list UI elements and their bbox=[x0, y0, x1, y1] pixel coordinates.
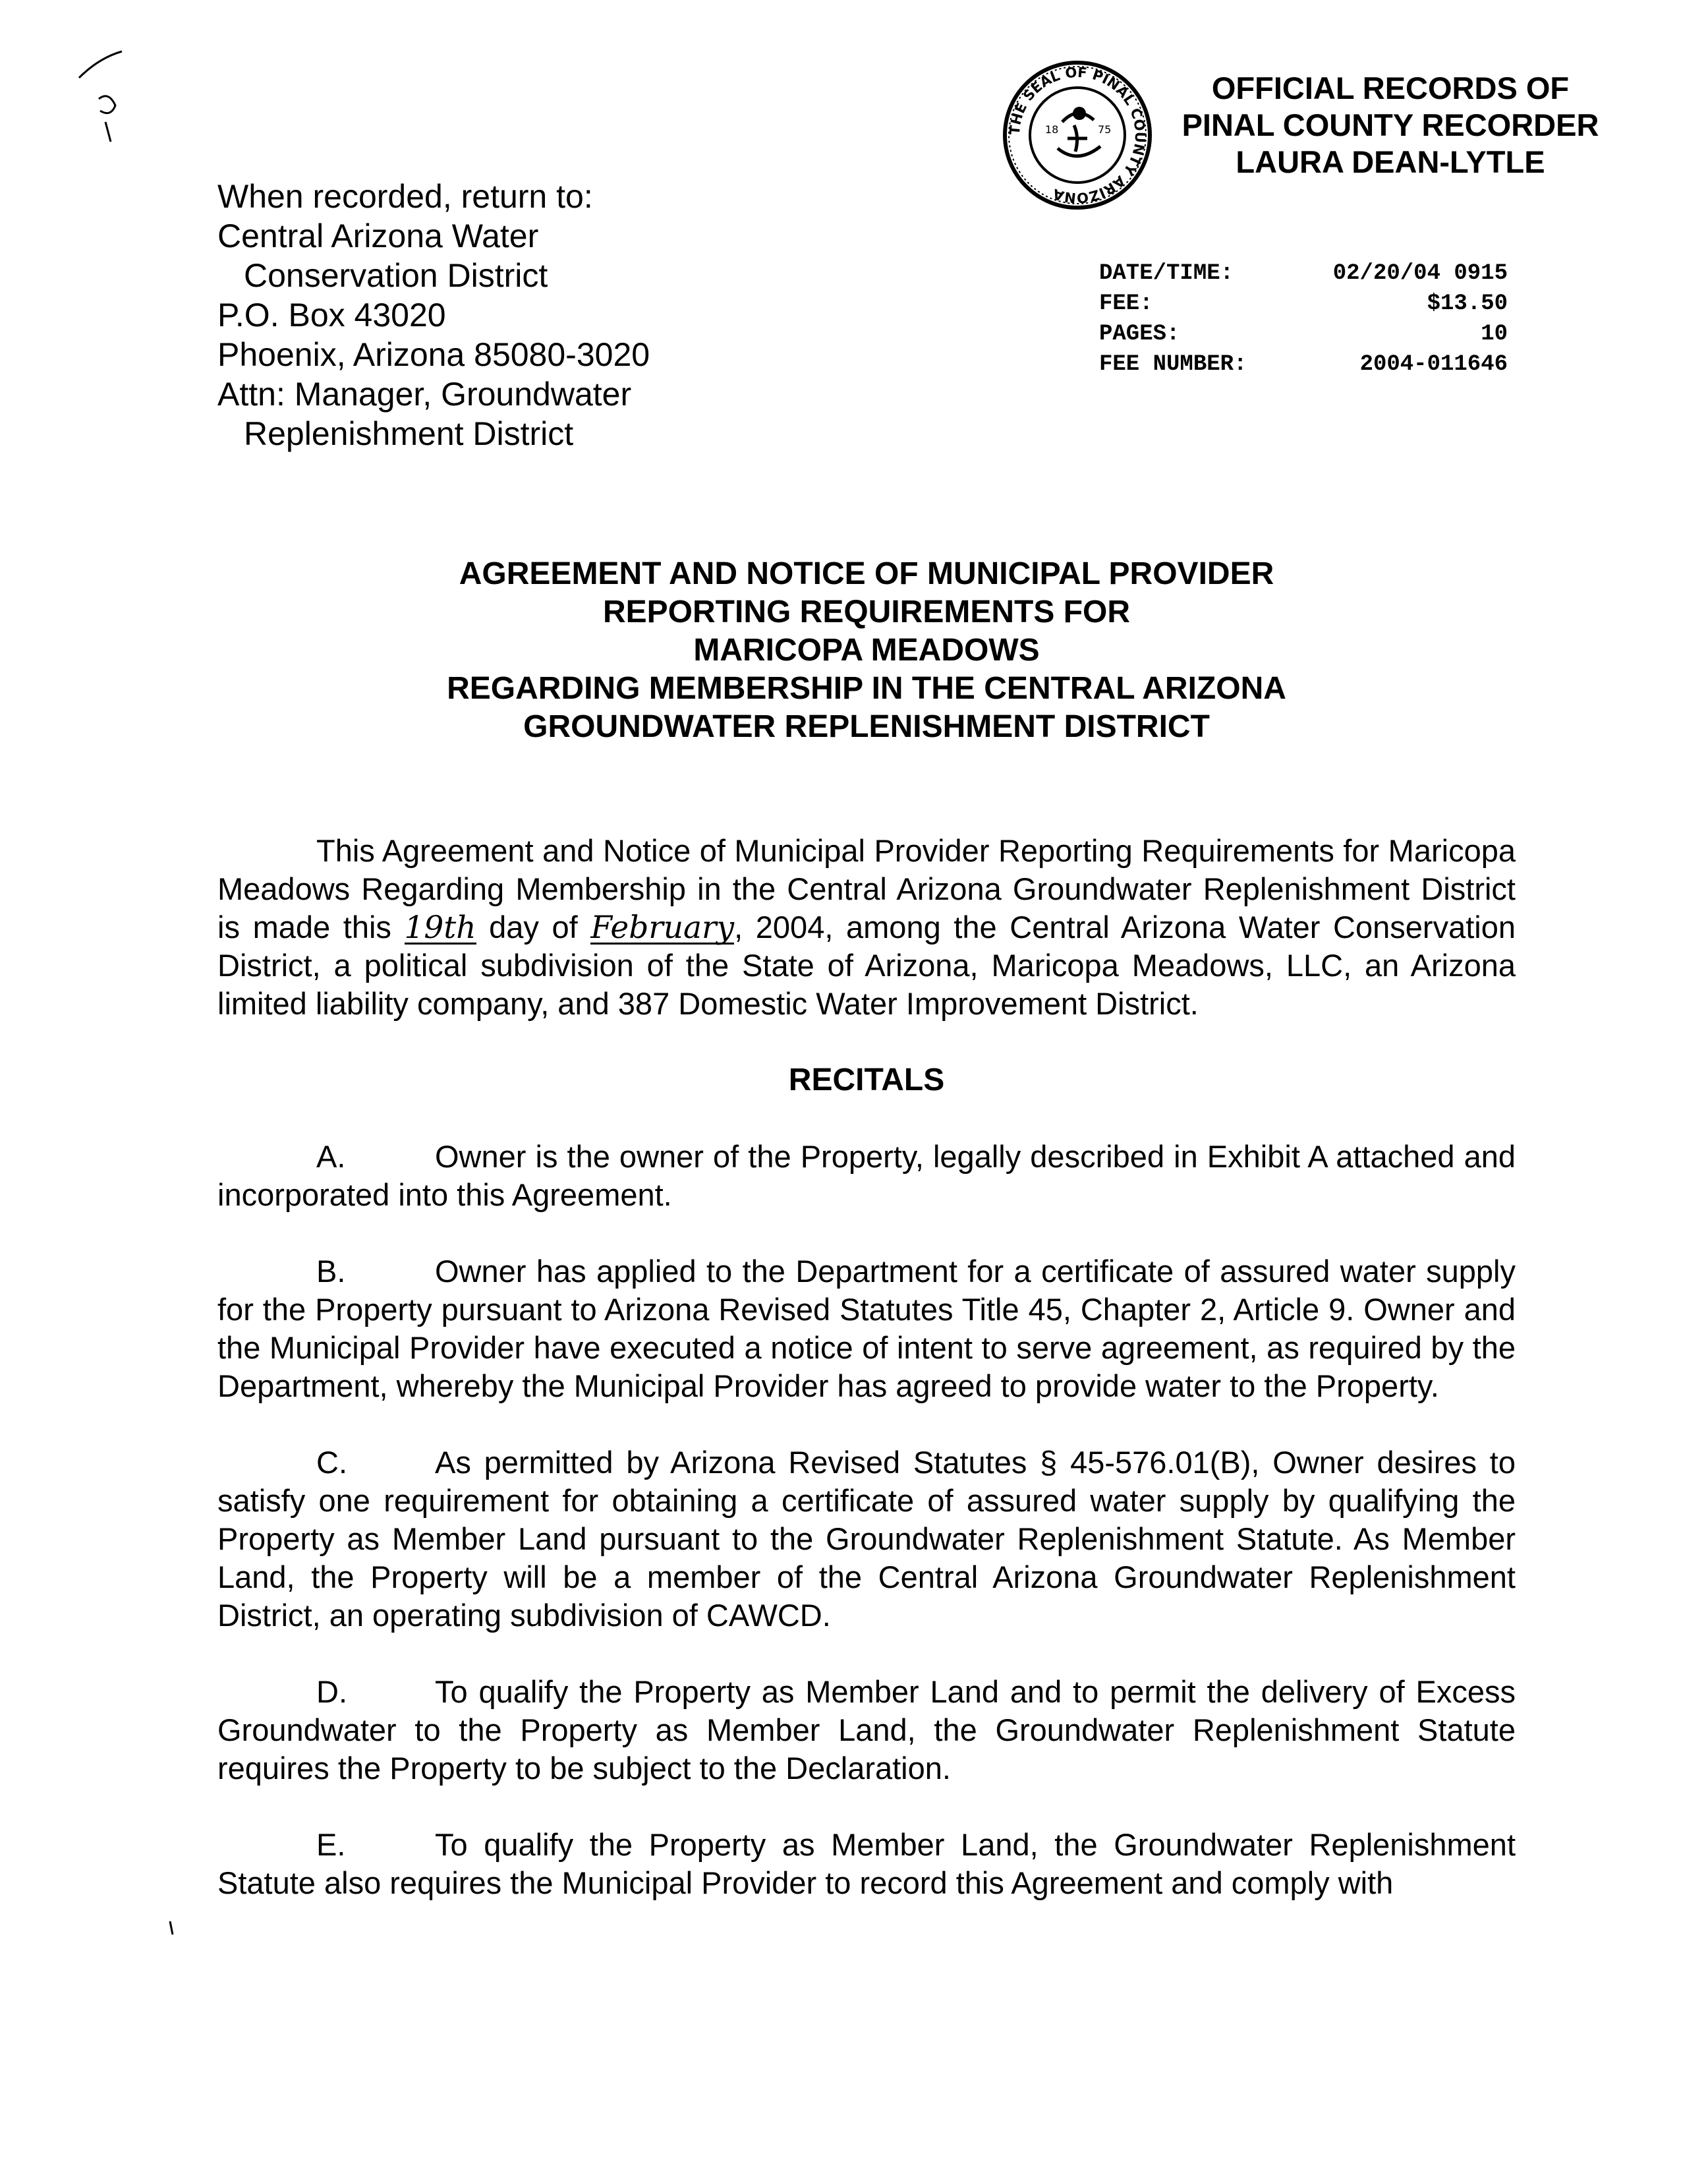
fee-value: $13.50 bbox=[1427, 291, 1508, 316]
intro-text: This Agreement and Notice of Municipal Provider Reporting Requirements for Maricopa Meadows Regarding Membership in the Central Arizona Groundwater Replenishment District is made this bbox=[217, 833, 1516, 945]
datetime-value: 02/20/04 0915 bbox=[1332, 261, 1508, 286]
county-seal-icon bbox=[1002, 59, 1153, 211]
recording-row bbox=[1099, 319, 1508, 349]
recital-paragraph bbox=[217, 1138, 1516, 1214]
intro-text: , 2004, among the Central Arizona Water Conservation District, a political subdivision of the State of Arizona, Maricopa Meadows, LLC, an Arizona limited liability company, and 387 Domestic Water Improvement District. bbox=[217, 910, 1516, 1021]
fee-label: FEE: bbox=[1099, 291, 1153, 316]
margin-scribble bbox=[79, 51, 122, 142]
return-line: Phoenix, Arizona 85080-3020 bbox=[217, 336, 650, 373]
return-line: When recorded, return to: bbox=[217, 178, 593, 215]
recital-letter: C. bbox=[316, 1445, 347, 1480]
handwritten-day: 19th bbox=[404, 910, 476, 946]
margin-tick bbox=[170, 1921, 173, 1935]
pages-label: PAGES: bbox=[1099, 322, 1180, 347]
recital-text: Owner has applied to the Department for a certificate of assured water supply for the Property pursuant to Arizona Revised Statutes Title 45, Chapter 2, Article 9. Owner and the Municipal Provider have executed a notice of intent to serve agreement, as required by the Department, whereby the Municipal Provider has agreed to provide water to the Property. bbox=[217, 1254, 1516, 1403]
document-title bbox=[217, 555, 1516, 746]
recorder-heading bbox=[1160, 70, 1621, 181]
recital-text: As permitted by Arizona Revised Statutes § 45-576.01(B), Owner desires to satisfy one requirement for obtaining a certificate of assured water supply by qualifying the Property as Member Land pursuant to the Groundwater Replenishment Statute. As Member Land, the Property will be a member of the Central Arizona Groundwater Replenishment District, an operating subdivision of CAWCD. bbox=[217, 1445, 1516, 1633]
svg-text:THE SEAL OF PINAL COUNTY ARIZO: THE SEAL OF PINAL COUNTY ARIZONA bbox=[1006, 64, 1149, 206]
recital-text: To qualify the Property as Member Land, the Groundwater Replenishment Statute also requires the Municipal Provider to record this Agreement and comply with bbox=[217, 1827, 1516, 1900]
return-line: P.O. Box 43020 bbox=[217, 297, 446, 334]
recital-text: Owner is the owner of the Property, legally described in Exhibit A attached and incorporated into this Agreement. bbox=[217, 1139, 1516, 1212]
recital-paragraph bbox=[217, 1673, 1516, 1788]
recital-letter: A. bbox=[316, 1139, 346, 1174]
title-line: GROUNDWATER REPLENISHMENT DISTRICT bbox=[523, 709, 1210, 744]
recital-paragraph bbox=[217, 1826, 1516, 1902]
recorder-line: PINAL COUNTY RECORDER bbox=[1181, 107, 1599, 142]
svg-text:18: 18 bbox=[1045, 123, 1059, 136]
recording-row bbox=[1099, 258, 1508, 289]
svg-text:75: 75 bbox=[1098, 123, 1112, 136]
recital-letter: D. bbox=[316, 1674, 347, 1709]
recital-paragraph bbox=[217, 1443, 1516, 1635]
recital-paragraph bbox=[217, 1252, 1516, 1405]
recitals-heading: RECITALS bbox=[788, 1062, 945, 1097]
intro-text: day of bbox=[489, 910, 578, 945]
recital-text: To qualify the Property as Member Land and to permit the delivery of Excess Groundwater to the Property as Member Land, the Groundwater Replenishment Statute requires the Property to be subject to the Declaration. bbox=[217, 1674, 1516, 1786]
recorder-line: OFFICIAL RECORDS OF bbox=[1211, 71, 1570, 105]
return-line: Conservation District bbox=[244, 257, 548, 294]
fee-number-label: FEE NUMBER: bbox=[1099, 352, 1247, 377]
title-line: MARICOPA MEADOWS bbox=[693, 633, 1040, 668]
title-line: AGREEMENT AND NOTICE OF MUNICIPAL PROVIDER bbox=[459, 556, 1274, 591]
recording-info bbox=[1099, 258, 1508, 380]
recital-letter: B. bbox=[316, 1254, 346, 1289]
return-address bbox=[217, 177, 650, 453]
return-line: Central Arizona Water bbox=[217, 218, 539, 254]
datetime-label: DATE/TIME: bbox=[1099, 261, 1234, 286]
intro-paragraph bbox=[217, 832, 1516, 1023]
document-body bbox=[217, 832, 1516, 1940]
recorder-line: LAURA DEAN-LYTLE bbox=[1236, 144, 1545, 179]
fee-number-value: 2004-011646 bbox=[1359, 352, 1508, 377]
handwritten-month: February bbox=[590, 910, 735, 946]
pages-value: 10 bbox=[1481, 322, 1508, 347]
title-line: REPORTING REQUIREMENTS FOR bbox=[602, 595, 1131, 629]
recital-letter: E. bbox=[316, 1827, 346, 1862]
recording-row bbox=[1099, 289, 1508, 319]
return-line: Replenishment District bbox=[244, 415, 574, 452]
return-line: Attn: Manager, Groundwater bbox=[217, 376, 632, 413]
recording-row bbox=[1099, 349, 1508, 380]
title-line: REGARDING MEMBERSHIP IN THE CENTRAL ARIZONA bbox=[447, 671, 1286, 706]
